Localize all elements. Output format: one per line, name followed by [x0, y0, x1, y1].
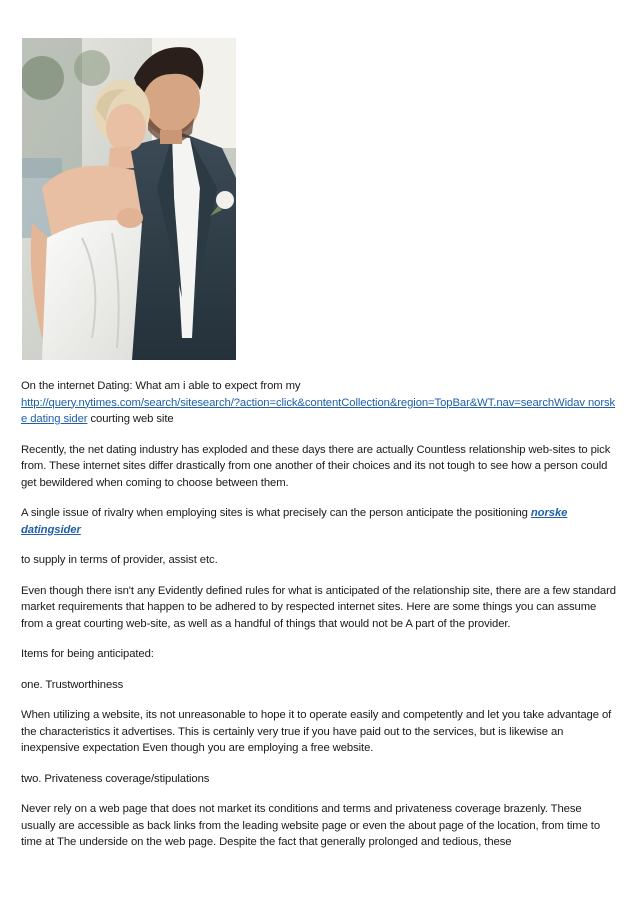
intro-lead: On the internet Dating: What am i able to expect from my: [21, 380, 301, 392]
paragraph-1: Recently, the net dating industry has exploded and these days there are actually Countless relationship web-sites to pick from. These internet sites differ drastically from one another of their choices and its not tough to see how a person could get bewildered when coming to choose between them.: [21, 443, 611, 489]
article-body: [21, 378, 619, 865]
intro-paragraph: [21, 378, 619, 428]
paragraph-5: Items for being anticipated:: [21, 648, 154, 660]
intro-trail: courting web site: [90, 413, 174, 425]
heading-trustworthiness: one. Trustworthiness: [21, 678, 124, 691]
nytimes-search-link[interactable]: http://query.nytimes.com/search/sitesearch/?action=click&contentCollection&region=TopBar&WT.nav=searchWidav norske dating sider: [21, 396, 616, 425]
paragraph-2: [21, 505, 619, 538]
wedding-couple-photo: [22, 38, 236, 360]
paragraph-2-lead: A single issue of rivalry when employing sites is what precisely can the person anticipate the positioning: [21, 507, 528, 519]
paragraph-4: Even though there isn't any Evidently defined rules for what is anticipated of the relationship site, there are a few standard market requirements that happen to be adhered to by respected internet sites. Here are some things you can assume from a great courting web-site, as well as a handful of things that would not be A part of the provider.: [21, 584, 616, 630]
paragraph-9: Never rely on a web page that does not market its conditions and terms and privateness coverage brazenly. These usually are accessible as back links from the leading website page or even the about page of the location, from time to time at The underside on the web page. Despite the fact that generally prolonged and tedious, these: [21, 803, 601, 848]
paragraph-7: When utilizing a website, its not unreasonable to hope it to operate easily and competently and let you take advantage of the characteristics it advertises. This is certainly very true if you have paid out to the services, but is likewise an inexpensive expectation Even though you are employing a free website.: [21, 709, 612, 754]
norske-datingsider-link[interactable]: norske datingsider: [21, 507, 568, 536]
heading-privacy: two. Privateness coverage/stipulations: [21, 772, 210, 785]
paragraph-3: to supply in terms of provider, assist etc.: [21, 554, 218, 566]
